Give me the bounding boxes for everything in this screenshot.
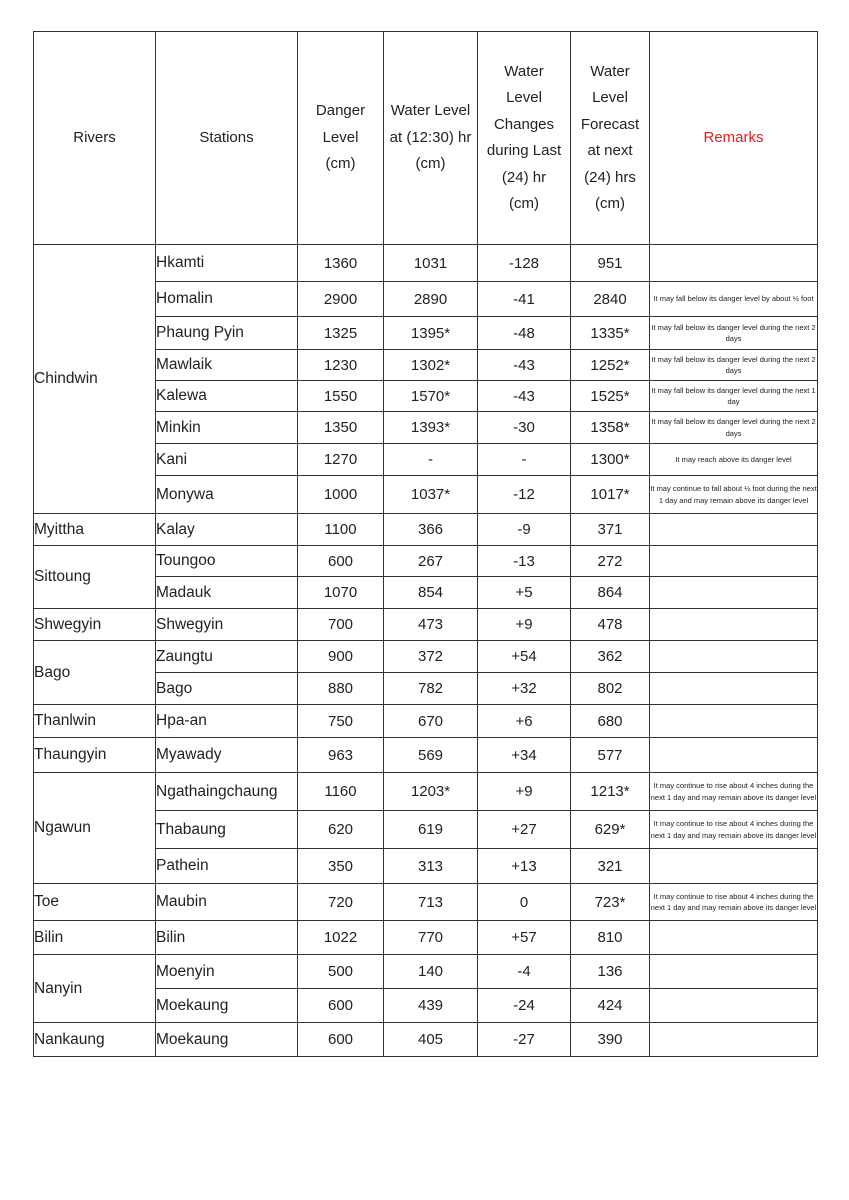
table-row	[34, 546, 818, 577]
water-level: 1395*	[384, 317, 478, 350]
water-level: 569	[384, 738, 478, 773]
table-row	[34, 955, 818, 989]
danger-level: 1360	[298, 245, 384, 282]
river-name: Thanlwin	[34, 705, 156, 738]
remark-text	[650, 989, 818, 1023]
water-level: 770	[384, 921, 478, 955]
table-row	[34, 921, 818, 955]
river-name: Nanyin	[34, 955, 156, 1023]
remark-text: It may fall below its danger level by about ½ foot	[650, 282, 818, 317]
water-level: 372	[384, 641, 478, 673]
water-level: 782	[384, 673, 478, 705]
forecast-level: 864	[571, 577, 650, 609]
table-row	[34, 884, 818, 921]
water-level: 1203*	[384, 773, 478, 811]
forecast-level: 1300*	[571, 444, 650, 476]
level-change: +13	[478, 849, 571, 884]
level-change: +27	[478, 811, 571, 849]
level-change: 0	[478, 884, 571, 921]
water-level: 267	[384, 546, 478, 577]
river-name: Nankaung	[34, 1023, 156, 1057]
station-name: Pathein	[156, 849, 298, 884]
station-name: Phaung Pyin	[156, 317, 298, 350]
remark-text: It may fall below its danger level during the next 1 day	[650, 381, 818, 412]
forecast-level: 478	[571, 609, 650, 641]
level-change: -27	[478, 1023, 571, 1057]
remark-text	[650, 245, 818, 282]
station-name: Hkamti	[156, 245, 298, 282]
water-level: 713	[384, 884, 478, 921]
forecast-level: 371	[571, 514, 650, 546]
level-change: -30	[478, 412, 571, 444]
water-level: 366	[384, 514, 478, 546]
forecast-level: 629*	[571, 811, 650, 849]
remark-text	[650, 849, 818, 884]
danger-level: 1070	[298, 577, 384, 609]
danger-level: 620	[298, 811, 384, 849]
station-name: Bilin	[156, 921, 298, 955]
level-change: +9	[478, 609, 571, 641]
header-stations: Stations	[156, 32, 298, 245]
remark-text	[650, 546, 818, 577]
station-name: Moenyin	[156, 955, 298, 989]
remark-text	[650, 955, 818, 989]
forecast-level: 723*	[571, 884, 650, 921]
forecast-level: 802	[571, 673, 650, 705]
danger-level: 1550	[298, 381, 384, 412]
water-level: 1302*	[384, 350, 478, 381]
station-name: Minkin	[156, 412, 298, 444]
level-change: +34	[478, 738, 571, 773]
station-name: Zaungtu	[156, 641, 298, 673]
river-name: Myittha	[34, 514, 156, 546]
danger-level: 1325	[298, 317, 384, 350]
river-name: Sittoung	[34, 546, 156, 609]
level-change: -	[478, 444, 571, 476]
header-forecast: Water Level Forecast at next (24) hrs (cm)	[571, 32, 650, 245]
forecast-level: 272	[571, 546, 650, 577]
water-level: 1570*	[384, 381, 478, 412]
remark-text: It may fall below its danger level during the next 2 days	[650, 412, 818, 444]
danger-level: 600	[298, 546, 384, 577]
danger-level: 1160	[298, 773, 384, 811]
remark-text	[650, 921, 818, 955]
level-change: +9	[478, 773, 571, 811]
forecast-level: 951	[571, 245, 650, 282]
table-row	[34, 1023, 818, 1057]
danger-level: 1022	[298, 921, 384, 955]
danger-level: 880	[298, 673, 384, 705]
remark-text: It may reach above its danger level	[650, 444, 818, 476]
forecast-level: 577	[571, 738, 650, 773]
level-change: -128	[478, 245, 571, 282]
water-level: 313	[384, 849, 478, 884]
river-name: Shwegyin	[34, 609, 156, 641]
remark-text	[650, 1023, 818, 1057]
table-row	[34, 738, 818, 773]
station-name: Moekaung	[156, 989, 298, 1023]
forecast-level: 136	[571, 955, 650, 989]
remark-text	[650, 609, 818, 641]
danger-level: 1270	[298, 444, 384, 476]
forecast-level: 2840	[571, 282, 650, 317]
remark-text	[650, 673, 818, 705]
remark-text	[650, 577, 818, 609]
station-name: Moekaung	[156, 1023, 298, 1057]
station-name: Toungoo	[156, 546, 298, 577]
remark-text: It may continue to rise about 4 inches during the next 1 day and may remain above its danger level	[650, 773, 818, 811]
remark-text: It may continue to rise about 4 inches during the next 1 day and may remain above its danger level	[650, 811, 818, 849]
station-name: Thabaung	[156, 811, 298, 849]
level-change: +57	[478, 921, 571, 955]
station-name: Monywa	[156, 476, 298, 514]
forecast-level: 390	[571, 1023, 650, 1057]
header-water-level: Water Level at (12:30) hr (cm)	[384, 32, 478, 245]
water-level: 1031	[384, 245, 478, 282]
river-name: Ngawun	[34, 773, 156, 884]
level-change: -24	[478, 989, 571, 1023]
river-name: Thaungyin	[34, 738, 156, 773]
table-row	[34, 514, 818, 546]
danger-level: 900	[298, 641, 384, 673]
forecast-level: 810	[571, 921, 650, 955]
table-row	[34, 705, 818, 738]
level-change: -13	[478, 546, 571, 577]
forecast-level: 680	[571, 705, 650, 738]
forecast-level: 1525*	[571, 381, 650, 412]
remark-text	[650, 738, 818, 773]
remark-text: It may continue to rise about 4 inches during the next 1 day and may remain above its danger level	[650, 884, 818, 921]
danger-level: 500	[298, 955, 384, 989]
danger-level: 600	[298, 989, 384, 1023]
water-level: 854	[384, 577, 478, 609]
level-change: +6	[478, 705, 571, 738]
water-level: 140	[384, 955, 478, 989]
station-name: Maubin	[156, 884, 298, 921]
forecast-level: 1358*	[571, 412, 650, 444]
level-change: +5	[478, 577, 571, 609]
river-name: Chindwin	[34, 245, 156, 514]
danger-level: 1230	[298, 350, 384, 381]
station-name: Kalay	[156, 514, 298, 546]
forecast-level: 362	[571, 641, 650, 673]
table-row	[34, 609, 818, 641]
header-level-changes: Water Level Changes during Last (24) hr (cm)	[478, 32, 571, 245]
table-row	[34, 773, 818, 811]
station-name: Mawlaik	[156, 350, 298, 381]
water-level: 1037*	[384, 476, 478, 514]
water-level-table	[33, 31, 818, 1057]
forecast-level: 1213*	[571, 773, 650, 811]
station-name: Bago	[156, 673, 298, 705]
table-body	[34, 245, 818, 1057]
danger-level: 720	[298, 884, 384, 921]
danger-level: 1350	[298, 412, 384, 444]
remark-text	[650, 514, 818, 546]
remark-text	[650, 641, 818, 673]
remark-text: It may fall below its danger level during the next 2 days	[650, 350, 818, 381]
station-name: Madauk	[156, 577, 298, 609]
water-level: 2890	[384, 282, 478, 317]
header-remarks: Remarks	[650, 32, 818, 245]
header-danger-level: Danger Level (cm)	[298, 32, 384, 245]
level-change: -9	[478, 514, 571, 546]
level-change: -4	[478, 955, 571, 989]
forecast-level: 321	[571, 849, 650, 884]
water-level: 619	[384, 811, 478, 849]
level-change: +32	[478, 673, 571, 705]
danger-level: 2900	[298, 282, 384, 317]
station-name: Shwegyin	[156, 609, 298, 641]
station-name: Ngathaingchaung	[156, 773, 298, 811]
level-change: -41	[478, 282, 571, 317]
river-name: Bago	[34, 641, 156, 705]
water-level: -	[384, 444, 478, 476]
level-change: -43	[478, 381, 571, 412]
forecast-level: 1252*	[571, 350, 650, 381]
forecast-level: 1017*	[571, 476, 650, 514]
danger-level: 1100	[298, 514, 384, 546]
station-name: Myawady	[156, 738, 298, 773]
danger-level: 600	[298, 1023, 384, 1057]
level-change: -48	[478, 317, 571, 350]
station-name: Kani	[156, 444, 298, 476]
station-name: Kalewa	[156, 381, 298, 412]
station-name: Homalin	[156, 282, 298, 317]
table-row	[34, 641, 818, 673]
station-name: Hpa-an	[156, 705, 298, 738]
level-change: -12	[478, 476, 571, 514]
water-level: 405	[384, 1023, 478, 1057]
header-rivers: Rivers	[34, 32, 156, 245]
remark-text: It may fall below its danger level during the next 2 days	[650, 317, 818, 350]
remark-text	[650, 705, 818, 738]
forecast-level: 424	[571, 989, 650, 1023]
table-row	[34, 245, 818, 282]
water-level: 439	[384, 989, 478, 1023]
water-level: 670	[384, 705, 478, 738]
header-row	[34, 32, 818, 245]
level-change: +54	[478, 641, 571, 673]
level-change: -43	[478, 350, 571, 381]
danger-level: 750	[298, 705, 384, 738]
river-name: Bilin	[34, 921, 156, 955]
forecast-level: 1335*	[571, 317, 650, 350]
danger-level: 963	[298, 738, 384, 773]
remark-text: It may continue to fall about ½ foot during the next 1 day and may remain above its danger level	[650, 476, 818, 514]
river-name: Toe	[34, 884, 156, 921]
water-level: 1393*	[384, 412, 478, 444]
danger-level: 700	[298, 609, 384, 641]
water-level: 473	[384, 609, 478, 641]
danger-level: 1000	[298, 476, 384, 514]
danger-level: 350	[298, 849, 384, 884]
